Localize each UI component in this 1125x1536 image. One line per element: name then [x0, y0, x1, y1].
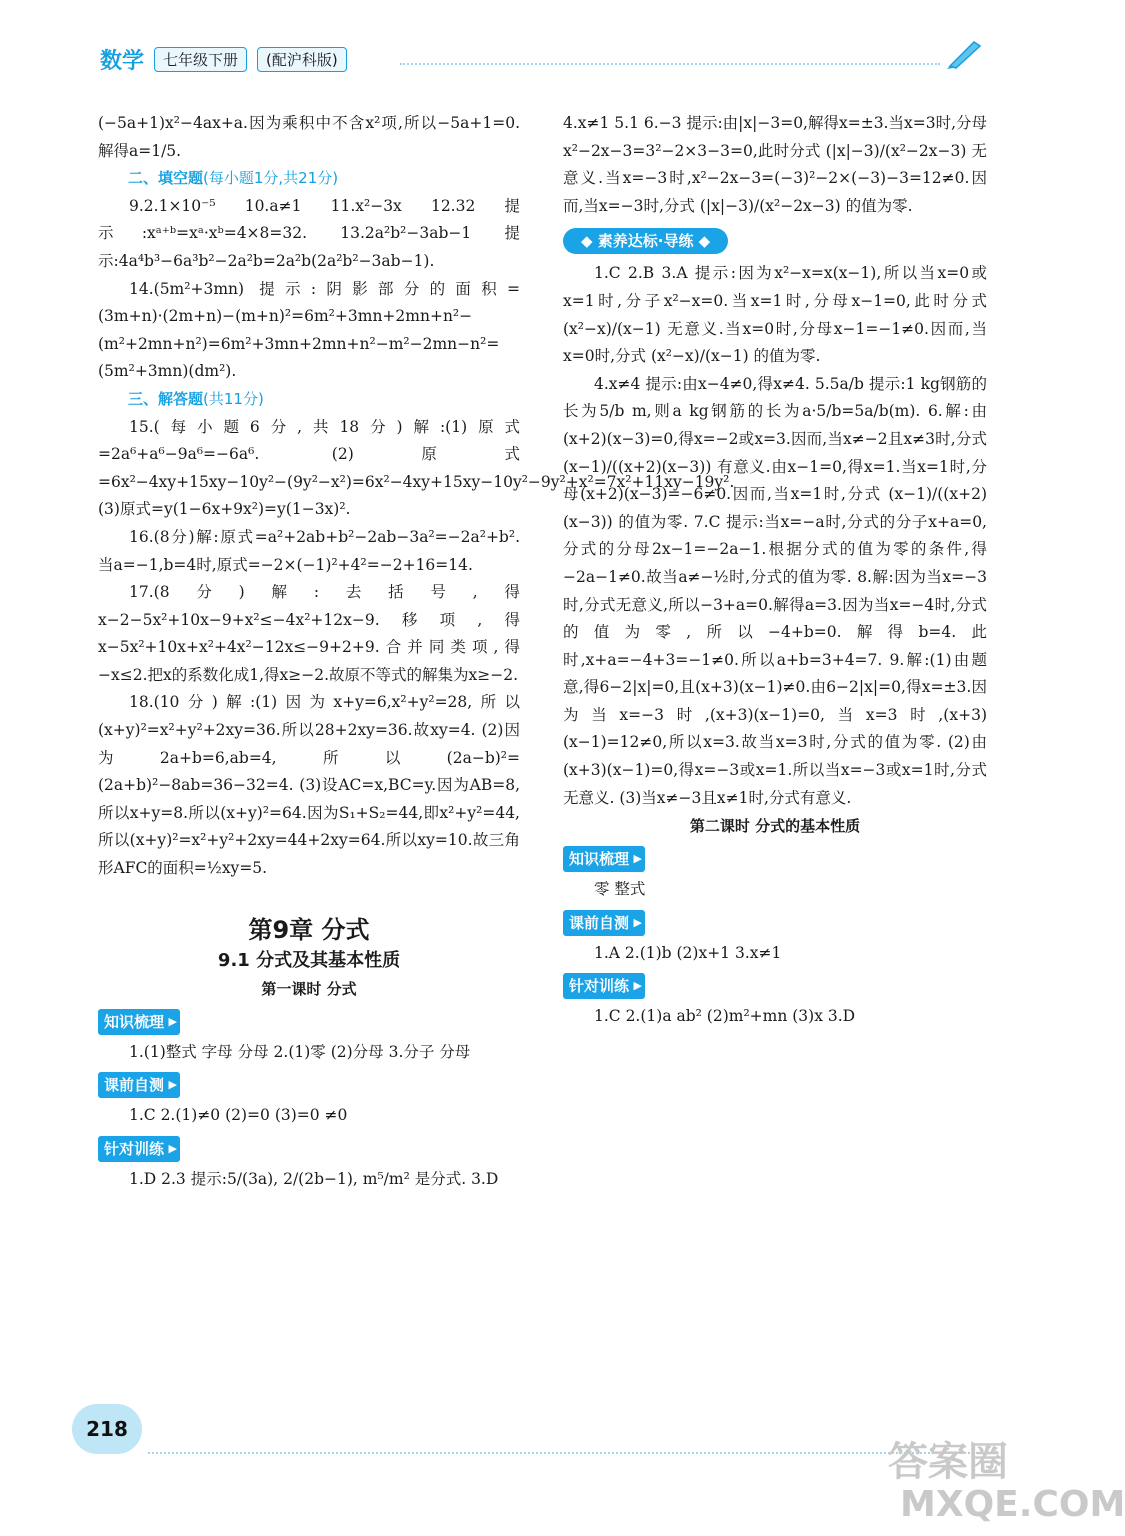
answer-paragraph: 零 整式	[594, 880, 646, 899]
section-note: (每小题1分,共21分)	[203, 169, 339, 188]
edition-tag: (配沪科版)	[257, 47, 347, 72]
watermark-logo: 答案圈	[888, 1439, 1008, 1485]
answer-paragraph: 4.x≠1 5.1 6.−3 提示:由|x|−3=0,解得x=±3.当x=3时,分母x²−2x−3=3²−2×3−3=0,此时分式 (|x|−3)/(x²−2x−3) 无意义.当x=−3时,x²−2x−3=(−3)²−2×(−3)−3=12≠0.因而,当x=−3时,分式 (|x|−3)/(x²−2x−3) 的值为零.	[563, 114, 988, 215]
section-title: 9.1 分式及其基本性质	[217, 949, 401, 971]
answer-paragraph: 4.x≠4 提示:由x−4≠0,得x≠4. 5.5a/b 提示:1 kg钢筋的长为5/b m,则a kg钢筋的长为a·5/b=5a/b(m). 6.解:由(x+2)(x−3)=0,得x=−2或x=3.因而,当x≠−2且x≠3时,分式 (x−1)/((x+2)(x−3)) 有意义.由x−1=0,得x=1.当x=1时,分母(x+2)(x−3)=−6≠0.因而,当x=1时,分式 (x−1)/((x+2)(x−3)) 的值为零. 7.C 提示:当x=−a时,分式的分子x+a=0,分式的分母2x−1=−2a−1.根据分式的值为零的条件,得−2a−1≠0.故当a≠−½时,分式的值为零. 8.解:因为当x=−3时,分式无意义,所以−3+a=0.解得a=3.因为当x=−4时,分式的值为零,所以−4+b=0.解得b=4.此时,x+a=−4+3=−1≠0.所以a+b=3+4=7. 9.解:(1)由题意,得6−2|x|=0,且(x+3)(x−1)≠0.由6−2|x|=0,得x=±3.因为当x=−3时,(x+3)(x−1)=0,当x=3时,(x+3)(x−1)=12≠0,所以x=3.故当x=3时,分式的值为零. (2)由(x+3)(x−1)=0,得x=−3或x=1.所以当x=−3或x=1时,分式无意义. (3)当x≠−3且x≠1时,分式有意义.	[563, 374, 987, 807]
answer-paragraph: (−5a+1)x²−4ax+a.因为乘积中不含x²项,所以−5a+1=0.解得a=1/5.	[98, 114, 520, 160]
lesson-title: 第一课时 分式	[261, 979, 357, 998]
header-divider	[400, 63, 940, 65]
badge-knowledge: 知识梳理 ▶	[563, 846, 645, 872]
pen-icon	[944, 36, 984, 70]
answer-paragraph: 16.(8分)解:原式=a²+2ab+b²−2ab−3a²=−2a²+b².当a=−1,b=4时,原式=−2×(−1)²+4²=−2+16=14.	[98, 527, 520, 574]
badge-literacy: ◆ 素养达标·导练 ◆	[563, 228, 728, 254]
section-heading: 二、填空题	[128, 169, 204, 188]
grade-tag: 七年级下册	[154, 47, 247, 72]
badge-pretest: 课前自测 ▶	[563, 910, 645, 936]
badge-practice: 针对训练 ▶	[563, 973, 645, 999]
answer-paragraph: 15.(每小题6分,共18分)解:(1)原式=2a⁶+a⁶−9a⁶=−6a⁶. (2)原式=6x²−4xy+15xy−10y²−(9y²−x²)=6x²−4xy+15xy−10y²−9y²+x²=7x²+11xy−19y². (3)原式=y(1−6x+9x²)=y(1−3x)².	[98, 417, 735, 519]
answer-paragraph: 9.2.1×10⁻⁵ 10.a≠1 11.x²−3x 12.32 提示:xᵃ⁺ᵇ=xᵃ·xᵇ=4×8=32. 13.2a²b²−3ab−1 提示:4a⁴b³−6a³b²−2a²b=2a²b(2a²b²−3ab−1).	[98, 196, 520, 270]
section-solve	[98, 386, 520, 414]
answer-paragraph: 14.(5m²+3mn) 提示:阴影部分的面积=(3m+n)·(2m+n)−(m+n)²=6m²+3mn+2mn+n²−(m²+2mn+n²)=6m²+3mn+2mn+n²−m²−2mn−n²=(5m²+3mn)(dm²).	[98, 279, 520, 381]
answer-paragraph: 1.C 2.B 3.A 提示:因为x²−x=x(x−1),所以当x=0或x=1时,分子x²−x=0.当x=1时,分母x−1=0,此时分式 (x²−x)/(x−1) 无意义.当x=0时,分母x−1=−1≠0.因而,当x=0时,分式 (x²−x)/(x−1) 的值为零.	[563, 264, 987, 366]
answer-paragraph: 1.D 2.3 提示:5/(3a), 2/(2b−1), m⁵/m² 是分式. 3.D	[129, 1169, 499, 1188]
right-column	[563, 110, 987, 1031]
section-note: (共11分)	[203, 389, 264, 408]
answer-paragraph: 1.C 2.(1)a ab² (2)m²+mn (3)x 3.D	[594, 1007, 856, 1026]
chapter-title: 第9章 分式	[248, 915, 370, 944]
answer-paragraph: 1.A 2.(1)b (2)x+1 3.x≠1	[594, 943, 782, 962]
subject-title: 数学	[100, 48, 145, 74]
section-heading: 三、解答题	[128, 389, 204, 408]
lesson-title: 第二课时 分式的基本性质	[689, 817, 861, 836]
badge-knowledge: 知识梳理 ▶	[98, 1009, 180, 1035]
watermark-url: MXQE.COM	[900, 1484, 1125, 1525]
section-fill-blank	[98, 165, 520, 193]
answer-paragraph: 18.(10分)解:(1)因为x+y=6,x²+y²=28,所以(x+y)²=x²+y²+2xy=36.所以28+2xy=36.故xy=4. (2)因为2a+b=6,ab=4,所以(2a−b)²=(2a+b)²−8ab=36−32=4. (3)设AC=x,BC=y.因为AB=8,所以x+y=8.所以(x+y)²=64.因为S₁+S₂=44,即x²+y²=44,所以(x+y)²=x²+y²+2xy=44+2xy=64.所以xy=10.故三角形AFC的面积=½xy=5.	[98, 693, 520, 878]
answer-paragraph: 1.(1)整式 字母 分母 2.(1)零 (2)分母 3.分子 分母	[129, 1042, 471, 1061]
page-header	[100, 44, 347, 74]
badge-pretest: 课前自测 ▶	[98, 1072, 180, 1098]
badge-practice: 针对训练 ▶	[98, 1136, 180, 1162]
answer-paragraph: 1.C 2.(1)≠0 (2)=0 (3)=0 ≠0	[129, 1106, 348, 1125]
page-number: 218	[72, 1404, 142, 1454]
answer-paragraph: 17.(8分)解:去括号,得x−2−5x²+10x−9+x²≤−4x²+12x−9.移项,得x−5x²+10x+x²+4x²−12x≤−9+2+9.合并同类项,得−x≤2.把x的系数化成1,得x≥−2.故原不等式的解集为x≥−2.	[98, 583, 520, 684]
footer-divider	[148, 1452, 978, 1454]
